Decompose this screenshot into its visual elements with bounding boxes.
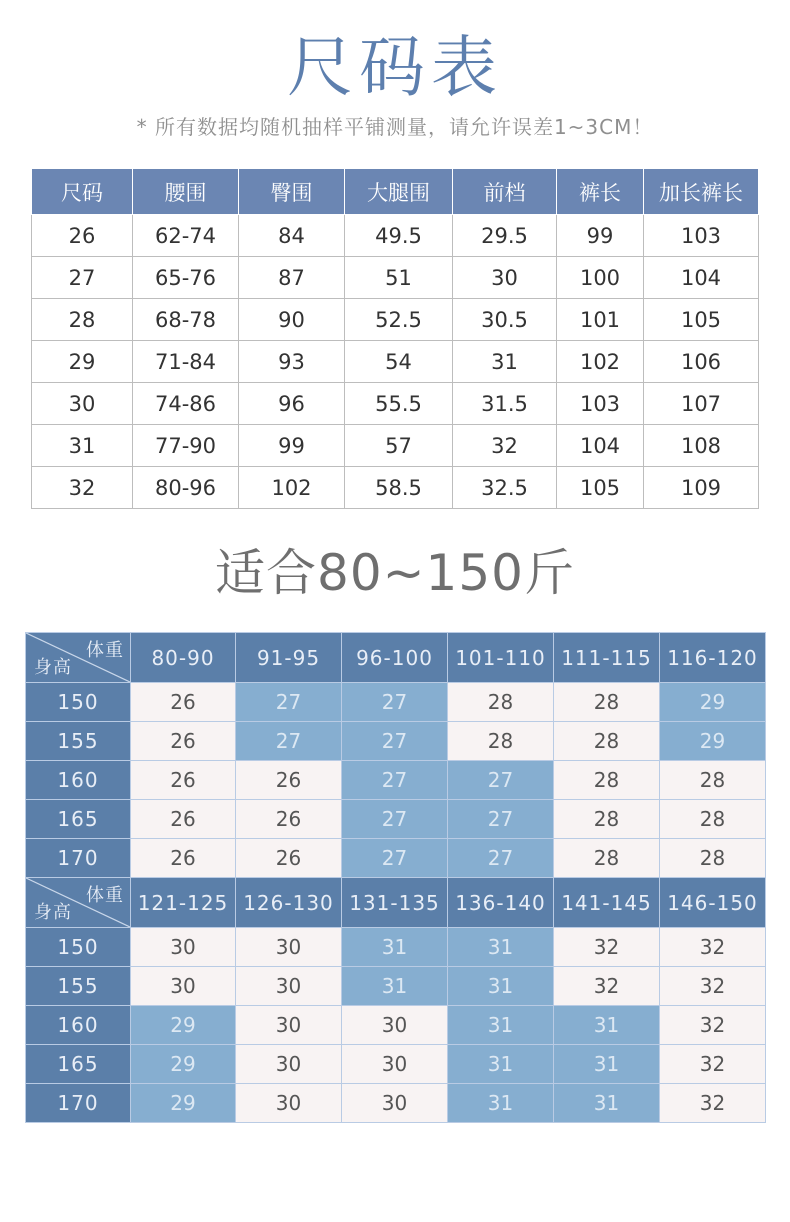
recommended-size-cell: 26	[131, 683, 236, 722]
size-chart-cell: 57	[345, 425, 453, 467]
size-chart-cell: 90	[239, 299, 345, 341]
size-chart-cell: 30	[453, 257, 557, 299]
size-chart-row	[32, 215, 759, 257]
height-label-cell: 165	[26, 1045, 131, 1084]
size-chart-cell: 104	[644, 257, 759, 299]
size-chart-cell: 87	[239, 257, 345, 299]
weight-range-header: 91-95	[236, 633, 342, 683]
recommended-size-cell: 26	[131, 761, 236, 800]
weight-range-header: 101-110	[448, 633, 554, 683]
recommended-size-cell: 31	[342, 928, 448, 967]
recommended-size-cell: 29	[660, 683, 766, 722]
size-chart-cell: 74-86	[133, 383, 239, 425]
recommended-size-cell: 31	[448, 967, 554, 1006]
corner-weight-label: 体重	[86, 885, 124, 906]
corner-weight-label: 体重	[86, 640, 124, 661]
recommended-size-cell: 27	[236, 683, 342, 722]
recommended-size-cell: 28	[554, 800, 660, 839]
height-label-cell: 150	[26, 928, 131, 967]
recommended-size-cell: 31	[554, 1045, 660, 1084]
recommended-size-cell: 32	[660, 928, 766, 967]
recommended-size-cell: 30	[131, 967, 236, 1006]
recommended-size-cell: 26	[236, 839, 342, 878]
size-chart-cell: 77-90	[133, 425, 239, 467]
recommended-size-cell: 29	[131, 1084, 236, 1123]
recommended-size-cell: 31	[448, 928, 554, 967]
size-chart-cell: 28	[32, 299, 133, 341]
size-chart-row	[32, 341, 759, 383]
height-row	[26, 1084, 766, 1123]
height-label-cell: 165	[26, 800, 131, 839]
size-chart-header-cell: 裤长	[557, 169, 644, 215]
recommended-size-cell: 27	[448, 761, 554, 800]
size-chart-header-cell: 腰围	[133, 169, 239, 215]
size-chart-cell: 103	[644, 215, 759, 257]
recommended-size-cell: 31	[448, 1045, 554, 1084]
fit-range-heading: 适合80~150斤	[215, 544, 575, 602]
size-chart-cell: 106	[644, 341, 759, 383]
recommended-size-cell: 27	[342, 839, 448, 878]
size-chart-cell: 55.5	[345, 383, 453, 425]
size-chart-cell: 102	[239, 467, 345, 509]
size-chart-cell: 80-96	[133, 467, 239, 509]
recommended-size-cell: 31	[554, 1006, 660, 1045]
recommended-size-cell: 30	[342, 1084, 448, 1123]
weight-range-header: 121-125	[131, 878, 236, 928]
height-label-cell: 170	[26, 1084, 131, 1123]
size-recommendation-table	[25, 632, 766, 1123]
recommended-size-cell: 31	[342, 967, 448, 1006]
size-chart-cell: 96	[239, 383, 345, 425]
height-row	[26, 928, 766, 967]
recommended-size-cell: 27	[236, 722, 342, 761]
size-chart-header-cell: 前档	[453, 169, 557, 215]
weight-height-corner-cell	[26, 633, 131, 683]
recommended-size-cell: 26	[131, 722, 236, 761]
recommended-size-cell: 26	[236, 761, 342, 800]
recommended-size-cell: 28	[660, 800, 766, 839]
corner-height-label: 身高	[34, 657, 72, 678]
recommended-size-cell: 26	[131, 839, 236, 878]
recommended-size-cell: 30	[236, 928, 342, 967]
recommended-size-cell: 28	[554, 722, 660, 761]
weight-range-header: 126-130	[236, 878, 342, 928]
recommended-size-cell: 28	[554, 761, 660, 800]
size-chart-cell: 31	[32, 425, 133, 467]
weight-range-header: 146-150	[660, 878, 766, 928]
size-chart-row	[32, 467, 759, 509]
size-chart-cell: 29.5	[453, 215, 557, 257]
recommended-size-cell: 29	[660, 722, 766, 761]
height-label-cell: 155	[26, 967, 131, 1006]
size-chart-cell: 49.5	[345, 215, 453, 257]
weight-range-header: 111-115	[554, 633, 660, 683]
height-row	[26, 839, 766, 878]
size-chart-cell: 32	[453, 425, 557, 467]
weight-range-header: 136-140	[448, 878, 554, 928]
size-chart-row	[32, 425, 759, 467]
recommended-size-cell: 28	[448, 722, 554, 761]
height-label-cell: 170	[26, 839, 131, 878]
recommended-size-cell: 27	[342, 683, 448, 722]
weight-range-header: 116-120	[660, 633, 766, 683]
size-chart-cell: 105	[557, 467, 644, 509]
size-chart-row	[32, 299, 759, 341]
recommended-size-cell: 29	[131, 1006, 236, 1045]
height-row	[26, 800, 766, 839]
height-row	[26, 967, 766, 1006]
size-chart-cell: 93	[239, 341, 345, 383]
recommended-size-cell: 27	[448, 839, 554, 878]
recommended-size-cell: 31	[448, 1006, 554, 1045]
size-chart-cell: 32.5	[453, 467, 557, 509]
weight-header-row	[26, 878, 766, 928]
height-row	[26, 722, 766, 761]
size-chart-header-cell: 臀围	[239, 169, 345, 215]
recommended-size-cell: 26	[131, 800, 236, 839]
recommended-size-cell: 31	[448, 1084, 554, 1123]
recommended-size-cell: 26	[236, 800, 342, 839]
weight-range-header: 131-135	[342, 878, 448, 928]
recommended-size-cell: 30	[236, 967, 342, 1006]
recommended-size-cell: 32	[554, 928, 660, 967]
recommended-size-cell: 30	[236, 1006, 342, 1045]
weight-range-header: 141-145	[554, 878, 660, 928]
recommended-size-cell: 29	[131, 1045, 236, 1084]
size-chart-header-cell: 大腿围	[345, 169, 453, 215]
size-chart-cell: 27	[32, 257, 133, 299]
size-chart-cell: 29	[32, 341, 133, 383]
corner-height-label: 身高	[34, 902, 72, 923]
weight-range-header: 96-100	[342, 633, 448, 683]
size-chart-row	[32, 257, 759, 299]
size-chart-cell: 62-74	[133, 215, 239, 257]
size-chart-cell: 103	[557, 383, 644, 425]
recommended-size-cell: 28	[448, 683, 554, 722]
size-chart-cell: 68-78	[133, 299, 239, 341]
size-chart-row	[32, 383, 759, 425]
recommended-size-cell: 28	[554, 683, 660, 722]
recommended-size-cell: 30	[131, 928, 236, 967]
size-chart-cell: 51	[345, 257, 453, 299]
height-label-cell: 150	[26, 683, 131, 722]
size-chart-cell: 30.5	[453, 299, 557, 341]
size-chart-cell: 71-84	[133, 341, 239, 383]
height-row	[26, 1006, 766, 1045]
size-chart-cell: 108	[644, 425, 759, 467]
size-chart-cell: 109	[644, 467, 759, 509]
height-row	[26, 761, 766, 800]
height-label-cell: 160	[26, 761, 131, 800]
recommended-size-cell: 27	[342, 722, 448, 761]
recommended-size-cell: 32	[660, 1006, 766, 1045]
height-label-cell: 155	[26, 722, 131, 761]
recommended-size-cell: 32	[660, 1084, 766, 1123]
size-chart-cell: 104	[557, 425, 644, 467]
size-chart-header-cell: 加长裤长	[644, 169, 759, 215]
size-chart-cell: 31	[453, 341, 557, 383]
recommended-size-cell: 30	[342, 1045, 448, 1084]
recommended-size-cell: 27	[448, 800, 554, 839]
page-title: 尺码表	[287, 29, 503, 106]
recommended-size-cell: 28	[660, 761, 766, 800]
recommended-size-cell: 30	[236, 1045, 342, 1084]
size-chart-cell: 107	[644, 383, 759, 425]
recommended-size-cell: 27	[342, 761, 448, 800]
size-chart-cell: 32	[32, 467, 133, 509]
recommended-size-cell: 28	[660, 839, 766, 878]
weight-range-header: 80-90	[131, 633, 236, 683]
recommended-size-cell: 30	[342, 1006, 448, 1045]
height-row	[26, 683, 766, 722]
recommended-size-cell: 30	[236, 1084, 342, 1123]
recommended-size-cell: 32	[660, 1045, 766, 1084]
size-chart-cell: 52.5	[345, 299, 453, 341]
recommended-size-cell: 32	[660, 967, 766, 1006]
size-chart-cell: 102	[557, 341, 644, 383]
size-chart-cell: 26	[32, 215, 133, 257]
size-chart-table	[31, 168, 759, 509]
weight-height-corner-cell	[26, 878, 131, 928]
recommended-size-cell: 31	[554, 1084, 660, 1123]
height-row	[26, 1045, 766, 1084]
recommended-size-cell: 27	[342, 800, 448, 839]
size-chart-cell: 58.5	[345, 467, 453, 509]
size-chart-cell: 101	[557, 299, 644, 341]
size-chart-cell: 54	[345, 341, 453, 383]
size-chart-cell: 105	[644, 299, 759, 341]
size-chart-cell: 31.5	[453, 383, 557, 425]
measurement-note: * 所有数据均随机抽样平铺测量，请允许误差1~3CM！	[136, 115, 654, 139]
recommended-size-cell: 32	[554, 967, 660, 1006]
size-chart-cell: 84	[239, 215, 345, 257]
recommended-size-cell: 28	[554, 839, 660, 878]
size-chart-cell: 65-76	[133, 257, 239, 299]
size-chart-cell: 99	[239, 425, 345, 467]
size-chart-cell: 30	[32, 383, 133, 425]
size-chart-header-row	[32, 169, 759, 215]
weight-header-row	[26, 633, 766, 683]
size-chart-header-cell: 尺码	[32, 169, 133, 215]
size-chart-cell: 99	[557, 215, 644, 257]
height-label-cell: 160	[26, 1006, 131, 1045]
size-chart-cell: 100	[557, 257, 644, 299]
